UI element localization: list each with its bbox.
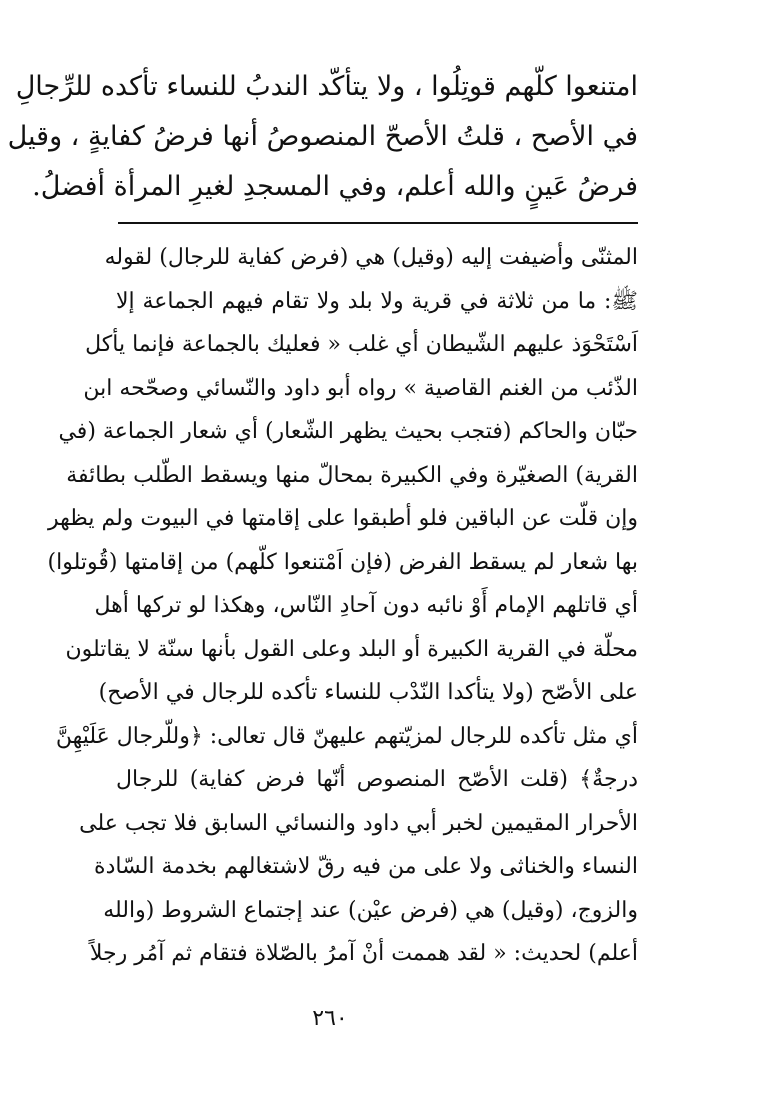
commentary-line: أي مثل تأكده للرجال لمزيّتهم عليهنّ قال تعالى: ﴿وللّرجال عَلَيْهِنَّ xyxy=(55,723,638,749)
commentary-line: أعلم) لحديث: « لقد هممت أنْ آمرُ بالصّلاة فتقام ثم آمُر رجلاً xyxy=(89,941,638,966)
commentary-line: وإن قلّت عن الباقين فلو أطبقوا على إقامتها في البيوت ولم يظهر xyxy=(48,506,638,531)
commentary-line: القرية) الصغيّرة وفي الكبيرة بمحالّ منها ويسقط الطّلب بطائفة xyxy=(66,462,638,488)
commentary-text xyxy=(47,236,638,976)
commentary-line: بها شعار لم يسقط الفرض (فإن اَمْتنعوا كلّهم) من إقامتها (قُوتلوا) xyxy=(47,549,638,575)
main-text-line: امتنعوا كلّهم قوتِلُوا ، ولا يتأكّد الندبُ للنساء تأكده للرِّجالِ xyxy=(15,71,638,102)
commentary-line: ﷺ: ما من ثلاثة في قرية ولا بلد ولا تقام فيهم الجماعة إلا xyxy=(116,288,638,314)
commentary-line: والزوج، (وقيل) هي (فرض عيْن) عند إجتماع الشروط (والله xyxy=(103,897,638,923)
commentary-line: على الأصّح (ولا يتأكدا النّدْب للنساء تأكده للرجال في الأصح) xyxy=(98,680,638,705)
commentary-line: أي قاتلهم الإمام أَوْ نائبه دون آحادِ النّاس، وهكذا لو تركها أهل xyxy=(94,593,638,618)
main-text-line: في الأصح ، قلتُ الأصحّ المنصوصُ أنها فرضُ كفايةٍ ، وقيل xyxy=(7,121,638,152)
page-number: ٢٦٠ xyxy=(312,1006,348,1031)
main-text-line: فرضُ عَينٍ والله أعلم، وفي المسجدِ لغيرِ المرأة أفضلُ. xyxy=(32,171,638,202)
commentary-line: الذّئب من الغنم القاصية » رواه أبو داود والنّسائي وصحّحه ابن xyxy=(83,375,638,401)
commentary-line: محلّة في القرية الكبيرة أو البلد وعلى القول بأنها سنّة لا يقاتلون xyxy=(65,636,638,662)
commentary-line: درجةٌ﴾ (قلت الأصّح المنصوص أنّها فرض كفاية) للرجال xyxy=(116,767,638,792)
commentary-line: اَسْتَحْوَذ عليهم الشّيطان أي غلب « فعليك بالجماعة فإنما يأكل xyxy=(85,332,638,357)
commentary-line: النساء والخناثى ولا على من فيه رقّ لاشتغالهم بخدمة السّادة xyxy=(94,854,638,879)
main-text xyxy=(7,62,638,212)
commentary-line: حبّان والحاكم (فتجب بحيث يظهر الشّعار) أي شعار الجماعة (في xyxy=(58,419,638,444)
section-divider xyxy=(118,222,638,224)
commentary-line: المثنّى وأضيفت إليه (وقيل) هي (فرض كفاية للرجال) لقوله xyxy=(104,245,638,270)
commentary-line: الأحرار المقيمين لخبر أبي داود والنسائي السابق فلا تجب على xyxy=(79,810,638,836)
